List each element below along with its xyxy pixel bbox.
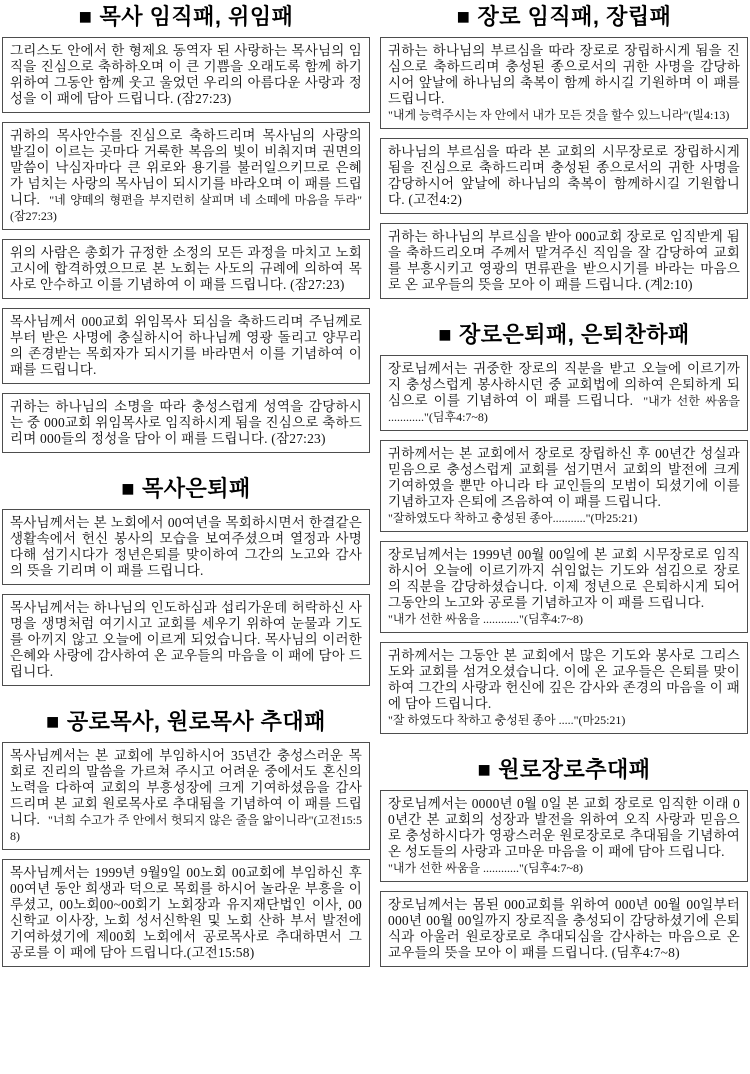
plaque-sample-box [2,239,370,299]
plaque-text: 장로님께서는 몸된 000교회를 위하여 000년 00월 00일부터 000년 00월 00일까지 장로직을 충성되이 감당하셨기에 은퇴식과 아울러 원로장로로 추대되심을 감사하는 마음으로 온 교우들의 뜻을 모아 이 패를 드립니다. (딤후4:7~8) [388,897,740,960]
plaque-text: 귀하께서는 본 교회에서 장로로 장립하신 후 00년간 성실과 믿음으로 충성스럽게 교회를 섬기면서 교회의 발전에 크게 기여하였을 뿐만 아니라 타 교인들의 모범이 되셨기에 이를 기념하고자 은퇴에 즈음하여 이 패를 드립니다. [388,446,740,509]
plaque-text: 목사님께서는 본 노회에서 00여년을 목회하시면서 한결같은 생활속에서 헌신 봉사의 모습을 보여주셨으며 열정과 사명다해 섬기시다가 정년은퇴를 맞이하여 그간의 노고와 감사의 뜻을 기리며 이 패를 드립니다. [10,515,362,578]
section-heading-label: 장로은퇴패, 은퇴찬하패 [459,322,690,347]
plaque-text: 귀하는 하나님의 부르심을 받아 000교회 장로로 임직받게 됨을 축하드리오며 주께서 맡겨주신 직임을 잘 감당하여 교회를 부흥시키고 영광의 면류관을 받으시기를 바라는 마음으로 온 교우들의 뜻을 모아 이 패를 드립니다. (계2:10) [388,229,740,292]
plaque-text: 장로님께서는 귀중한 장로의 직분을 받고 오늘에 이르기까지 충성스럽게 봉사하시던 중 교회법에 의하여 은퇴하게 되심으로 이를 기념하여 이 패를 드립니다. [388,361,740,408]
plaque-sample-box [380,541,748,633]
plaque-sample-box [380,440,748,532]
plaque-text: 위의 사람은 총회가 규정한 소정의 모든 과정을 마치고 노회고시에 합격하였으므로 본 노회는 사도의 규례에 의하여 목사로 안수하고 이를 기념하여 이 패를 드립니다. (잠27:23) [10,245,362,292]
right-column [380,2,748,1074]
plaque-sample-box [380,790,748,882]
plaque-text: 장로님께서는 1999년 00월 00일에 본 교회 시무장로로 임직하시어 오늘에 이르기까지 쉬임없는 기도와 섬김으로 장로의 직분을 감당하셨습니다. 이제 정년으로 은퇴하시게 되어 그동안의 노고와 공로를 기념하고자 이 패를 드립니다. [388,547,740,610]
plaque-sample-box [2,393,370,453]
plaque-sample-box [2,594,370,686]
section-heading-elder-appointment-plaque [380,4,748,29]
plaque-sample-box [380,355,748,431]
plaque-text: 귀하는 하나님의 소명을 따라 충성스럽게 성역을 감당하시는 중 000교회 위임목사로 임직하시게 됨을 진심으로 축하드리며 000들의 정성을 담아 이 패를 드립니다. (잠27:23) [10,399,362,446]
black-square-icon: ■ [456,4,471,29]
scripture-quote: "내가 선한 싸움을 ............"(딤후4:7~8) [388,394,741,424]
plaque-sample-box [380,37,748,129]
plaque-text: 목사님께서는 1999년 9월9일 00노회 00교회에 부임하신 후 00여년 동안 희생과 덕으로 목회를 하시어 놀라운 부흥을 이루셨고, 00노회00~00회기 노회장과 유지재단법인 이사, 00신학교 이사장, 노회 성서신학원 및 노회 산하 부서 발전에 기여하셨기에 제00회 노회에서 공로목사로 추대하면서 그 공로를 이 패에 담아 드립니다.(고전15:58) [10,865,362,960]
plaque-sample-box [2,308,370,384]
scripture-quote: "네 양떼의 형편을 부지런히 살피며 네 소떼에 마음을 두라"(잠27:23) [10,193,362,223]
plaque-sample-box [2,509,370,585]
plaque-text: 귀하는 하나님의 부르심을 따라 장로로 장립하시게 됨을 진심으로 축하드리며 충성된 종으로서의 귀한 사명을 감당하시어 앞날에 하나님의 축복이 함께 하시길 기원하며 이 패를 드립니다. [388,43,740,106]
section-heading-elder-retirement-plaque [380,322,748,347]
black-square-icon: ■ [438,322,453,347]
plaque-sample-box [380,223,748,299]
scripture-quote: "너희 수고가 주 안에서 헛되지 않은 줄을 앎이니라"(고전15:58) [10,813,363,843]
section-heading-merit-emeritus-pastor-plaque [2,709,370,734]
plaque-text: 장로님께서는 0000년 0월 0일 본 교회 장로로 임직한 이래 00년간 본 교회의 성장과 발전을 위하여 오직 사랑과 믿음으로 충성하시다가 영광스러운 원로장로로 추대됨을 기념하여 온 성도들의 사랑과 고마운 마음을 이 패에 담아 드립니다. [388,796,740,859]
plaque-sample-box [2,37,370,113]
scripture-quote: "잘하였도다 착하고 충성된 종아..........."(마25:21) [388,511,638,525]
black-square-icon: ■ [78,4,93,29]
plaque-sample-box [2,859,370,967]
plaque-sample-box [380,642,748,734]
section-heading-label: 장로 임직패, 장립패 [477,4,672,29]
section-heading-pastor-retirement-plaque [2,476,370,501]
scripture-quote: "내가 선한 싸움을 ............"(딤후4:7~8) [388,612,583,626]
section-heading-label: 공로목사, 원로목사 추대패 [66,709,326,734]
section-heading-label: 원로장로추대패 [498,757,651,782]
plaque-sample-box [380,891,748,967]
section-heading-label: 목사은퇴패 [142,476,251,501]
plaque-text: 그리스도 안에서 한 형제요 동역자 된 사랑하는 목사님의 임직을 진심으로 축하하오며 이 큰 기쁨을 오래도록 함께 하기 위하여 그동안 함께 웃고 울었던 우리의 아름다운 사랑과 정성을 이 패에 담아 드립니다. (잠27:23) [10,43,362,106]
black-square-icon: ■ [46,709,60,734]
plaque-sample-box [380,138,748,214]
plaque-sample-box [2,122,370,230]
section-heading-pastor-appointment-plaque [2,4,370,29]
plaque-text: 귀하의 목사안수를 진심으로 축하드리며 목사님의 사랑의 발길이 이르는 곳마다 거룩한 복음의 빛이 비춰지며 권면의 말씀이 낙심자마다 큰 위로와 용기를 불러일으키므로 은혜가 넘치는 사랑의 목사님이 되시기를 바라오며 이 패를 드립니다. [10,128,362,207]
plaque-text: 목사님께서 000교회 위임목사 되심을 축하드리며 주님께로부터 받은 사명에 충실하시어 하나님께 영광 돌리고 양무리의 존경받는 목회자가 되시기를 바라면서 이를 기념하여 이 패를 드립니다. [10,314,362,377]
section-heading-emeritus-elder-plaque [380,757,748,782]
plaque-sample-box [2,742,370,850]
scripture-quote: "내게 능력주시는 자 안에서 내가 모든 것을 할수 있느니라"(빌4:13) [388,108,730,122]
scripture-quote: "잘 하였도다 착하고 충성된 종아 ....."(마25:21) [388,713,626,727]
section-heading-label: 목사 임직패, 위임패 [99,4,294,29]
scripture-quote: "내가 선한 싸움을 ............"(딤후4:7~8) [388,861,583,875]
black-square-icon: ■ [121,476,136,501]
plaque-text: 귀하께서는 그동안 본 교회에서 많은 기도와 봉사로 그리스도와 교회를 섬겨오셨습니다. 이에 온 교우들은 은퇴를 맞이하여 그간의 사랑과 헌신에 깊은 감사와 존경의 마음을 이 패에 담아 드립니다. [388,648,740,711]
plaque-text: 하나님의 부르심을 따라 본 교회의 시무장로로 장립하시게 됨을 진심으로 축하드리며 충성된 종으로서의 귀한 사명을 감당하시어 앞날에 하나님의 축복이 함께하시길 기원합니다. (고전4:2) [388,144,740,207]
black-square-icon: ■ [477,757,492,782]
left-column [2,2,370,1074]
plaque-text: 목사님께서는 본 교회에 부임하시어 35년간 충성스러운 목회로 진리의 말씀을 가르쳐 주시고 어려운 중에서도 혼신의 노력을 다하여 교회의 부흥성장에 크게 기여하셨음을 감사드리며 본 교회 원로목사로 추대됨을 기념하여 이 패를 드립니다. [10,748,362,827]
plaque-text: 목사님께서는 하나님의 인도하심과 섭리가운데 허락하신 사명을 생명처럼 여기시고 교회를 세우기 위하여 눈물과 기도를 아끼지 않고 오늘에 이르게 되었습니다. 목사님의 이러한 은혜와 사랑에 감사하여 온 교우들의 마음을 이 패에 담아 드립니다. [10,600,362,679]
